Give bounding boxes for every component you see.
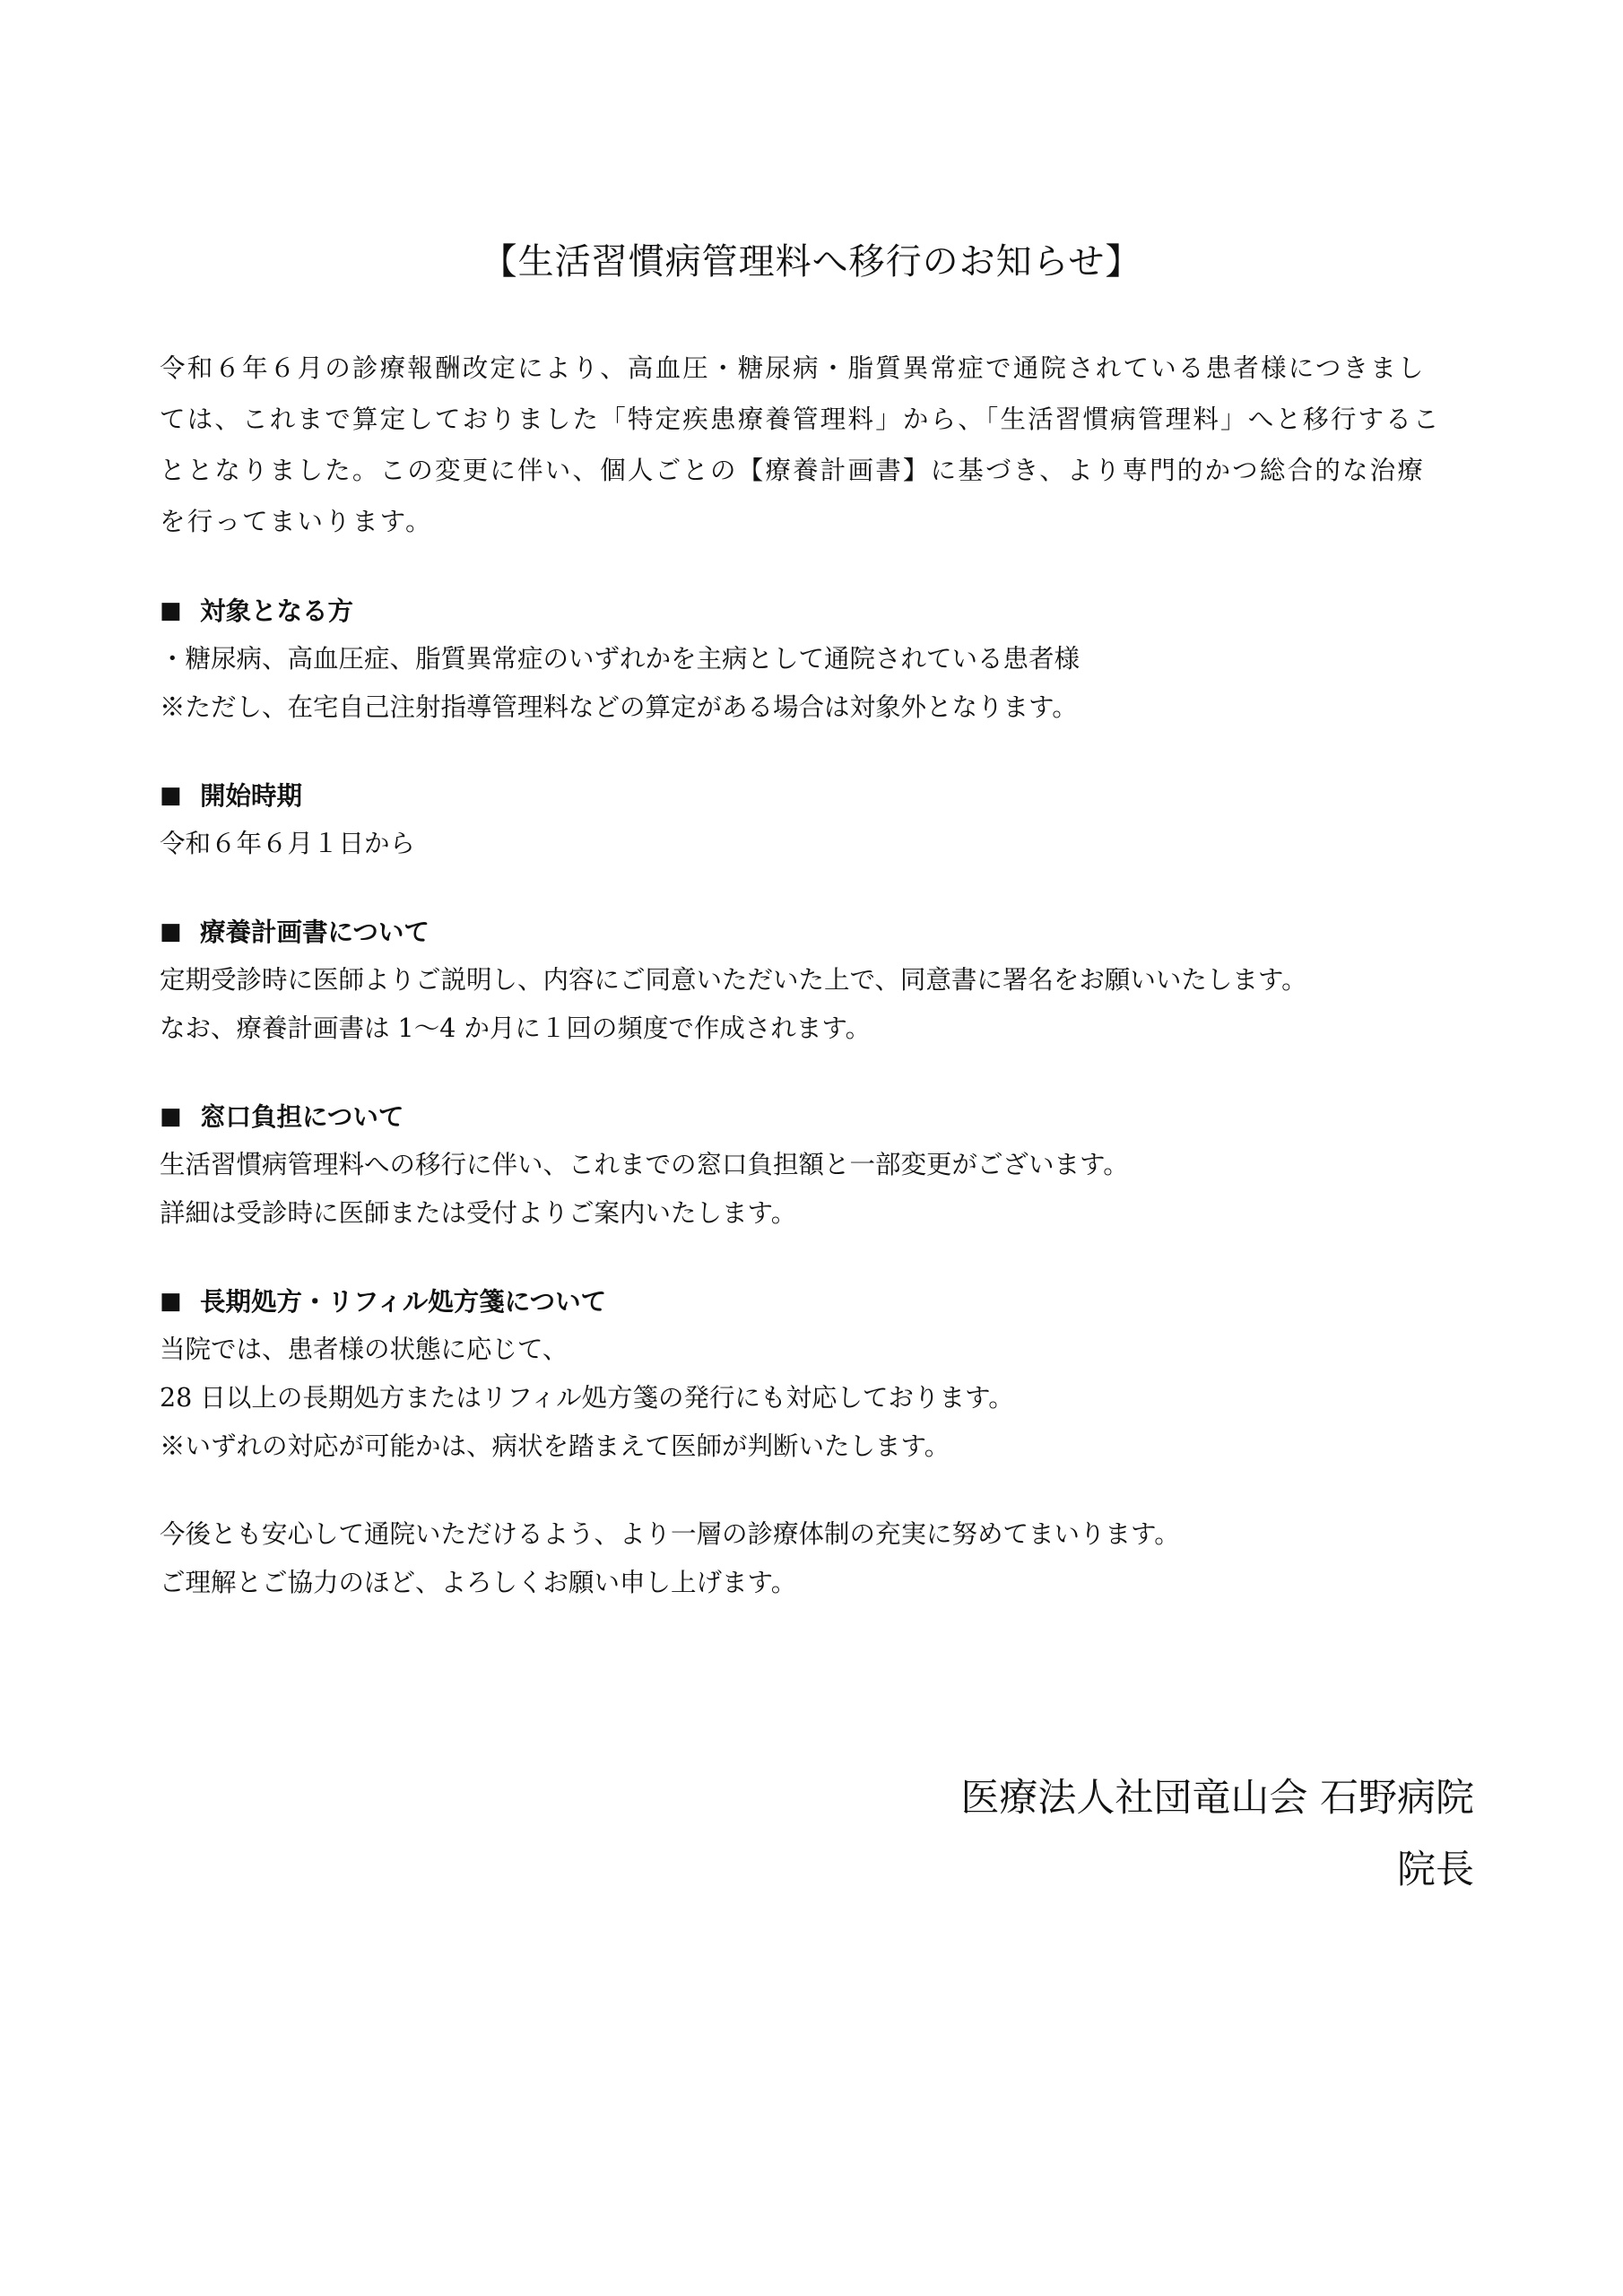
- section-heading-text: 対象となる方: [200, 596, 354, 626]
- square-bullet-icon: ■: [160, 1288, 182, 1315]
- square-bullet-icon: ■: [160, 918, 182, 945]
- notice-title: 【生活習慣病管理料へ移行のお知らせ】: [481, 241, 1142, 283]
- square-bullet-icon: ■: [160, 1103, 182, 1130]
- intro-paragraph: [160, 343, 1478, 547]
- section-line: ※ただし、在宅自己注射指導管理料などの算定がある場合は対象外となります。: [160, 692, 1078, 722]
- section-heading-text: 療養計画書について: [200, 917, 430, 947]
- intro-line: ては、これまで算定しておりました「特定疾患療養管理料」から、「生活習慣病管理料」へと移行するこ: [160, 404, 1441, 434]
- section-heading-text: 窓口負担について: [200, 1101, 404, 1132]
- section-start-date: [160, 771, 1478, 868]
- section-line: 28 日以上の長期処方またはリフィル処方箋の発行にも対応しております。: [160, 1383, 1014, 1413]
- signature-role: 院長: [1397, 1848, 1474, 1892]
- notice-body: [160, 343, 1478, 1607]
- section-target: [160, 587, 1478, 732]
- section-line: なお、療養計画書は 1〜4 か月に１回の頻度で作成されます。: [160, 1013, 872, 1043]
- section-heading: [160, 908, 1478, 956]
- section-line: 定期受診時に医師よりご説明し、内容にご同意いただいた上で、同意書に署名をお願いいたします。: [160, 965, 1307, 995]
- section-copayment: [160, 1092, 1478, 1238]
- section-line: 詳細は受診時に医師または受付よりご案内いたします。: [160, 1198, 797, 1228]
- intro-line: を行ってまいります。: [160, 507, 433, 536]
- section-prescription: [160, 1277, 1478, 1471]
- section-heading-text: 長期処方・リフィル処方箋について: [200, 1286, 607, 1317]
- section-heading-text: 開始時期: [200, 780, 303, 811]
- signature-block: [960, 1762, 1474, 1906]
- closing-line: ご理解とご協力のほど、よろしくお願い申し上げます。: [160, 1568, 797, 1597]
- section-line: 生活習慣病管理料への移行に伴い、これまでの窓口負担額と一部変更がございます。: [160, 1150, 1129, 1179]
- section-heading: [160, 771, 1478, 820]
- square-bullet-icon: ■: [160, 597, 182, 624]
- section-line: 令和６年６月１日から: [160, 829, 416, 858]
- section-heading: [160, 1277, 1478, 1326]
- closing-paragraph: [160, 1510, 1478, 1607]
- signature-organization: 医療法人社団竜山会 石野病院: [960, 1776, 1474, 1821]
- section-care-plan: [160, 908, 1478, 1053]
- intro-line: ととなりました。この変更に伴い、個人ごとの【療養計画書】に基づき、より専門的かつ総合的な治療: [160, 456, 1426, 485]
- section-line: 当院では、患者様の状態に応じて、: [160, 1335, 568, 1364]
- square-bullet-icon: ■: [160, 782, 182, 809]
- section-heading: [160, 587, 1478, 635]
- section-line: ・糖尿病、高血圧症、脂質異常症のいずれかを主病として通院されている患者様: [160, 644, 1081, 674]
- section-line: ※いずれの対応が可能かは、病状を踏まえて医師が判断いたします。: [160, 1431, 950, 1461]
- section-heading: [160, 1092, 1478, 1141]
- closing-line: 今後とも安心して通院いただけるよう、より一層の診療体制の充実に努めてまいります。: [160, 1519, 1180, 1549]
- intro-line: 令和６年６月の診療報酬改定により、高血圧・糖尿病・脂質異常症で通院されている患者様につきまし: [160, 353, 1426, 383]
